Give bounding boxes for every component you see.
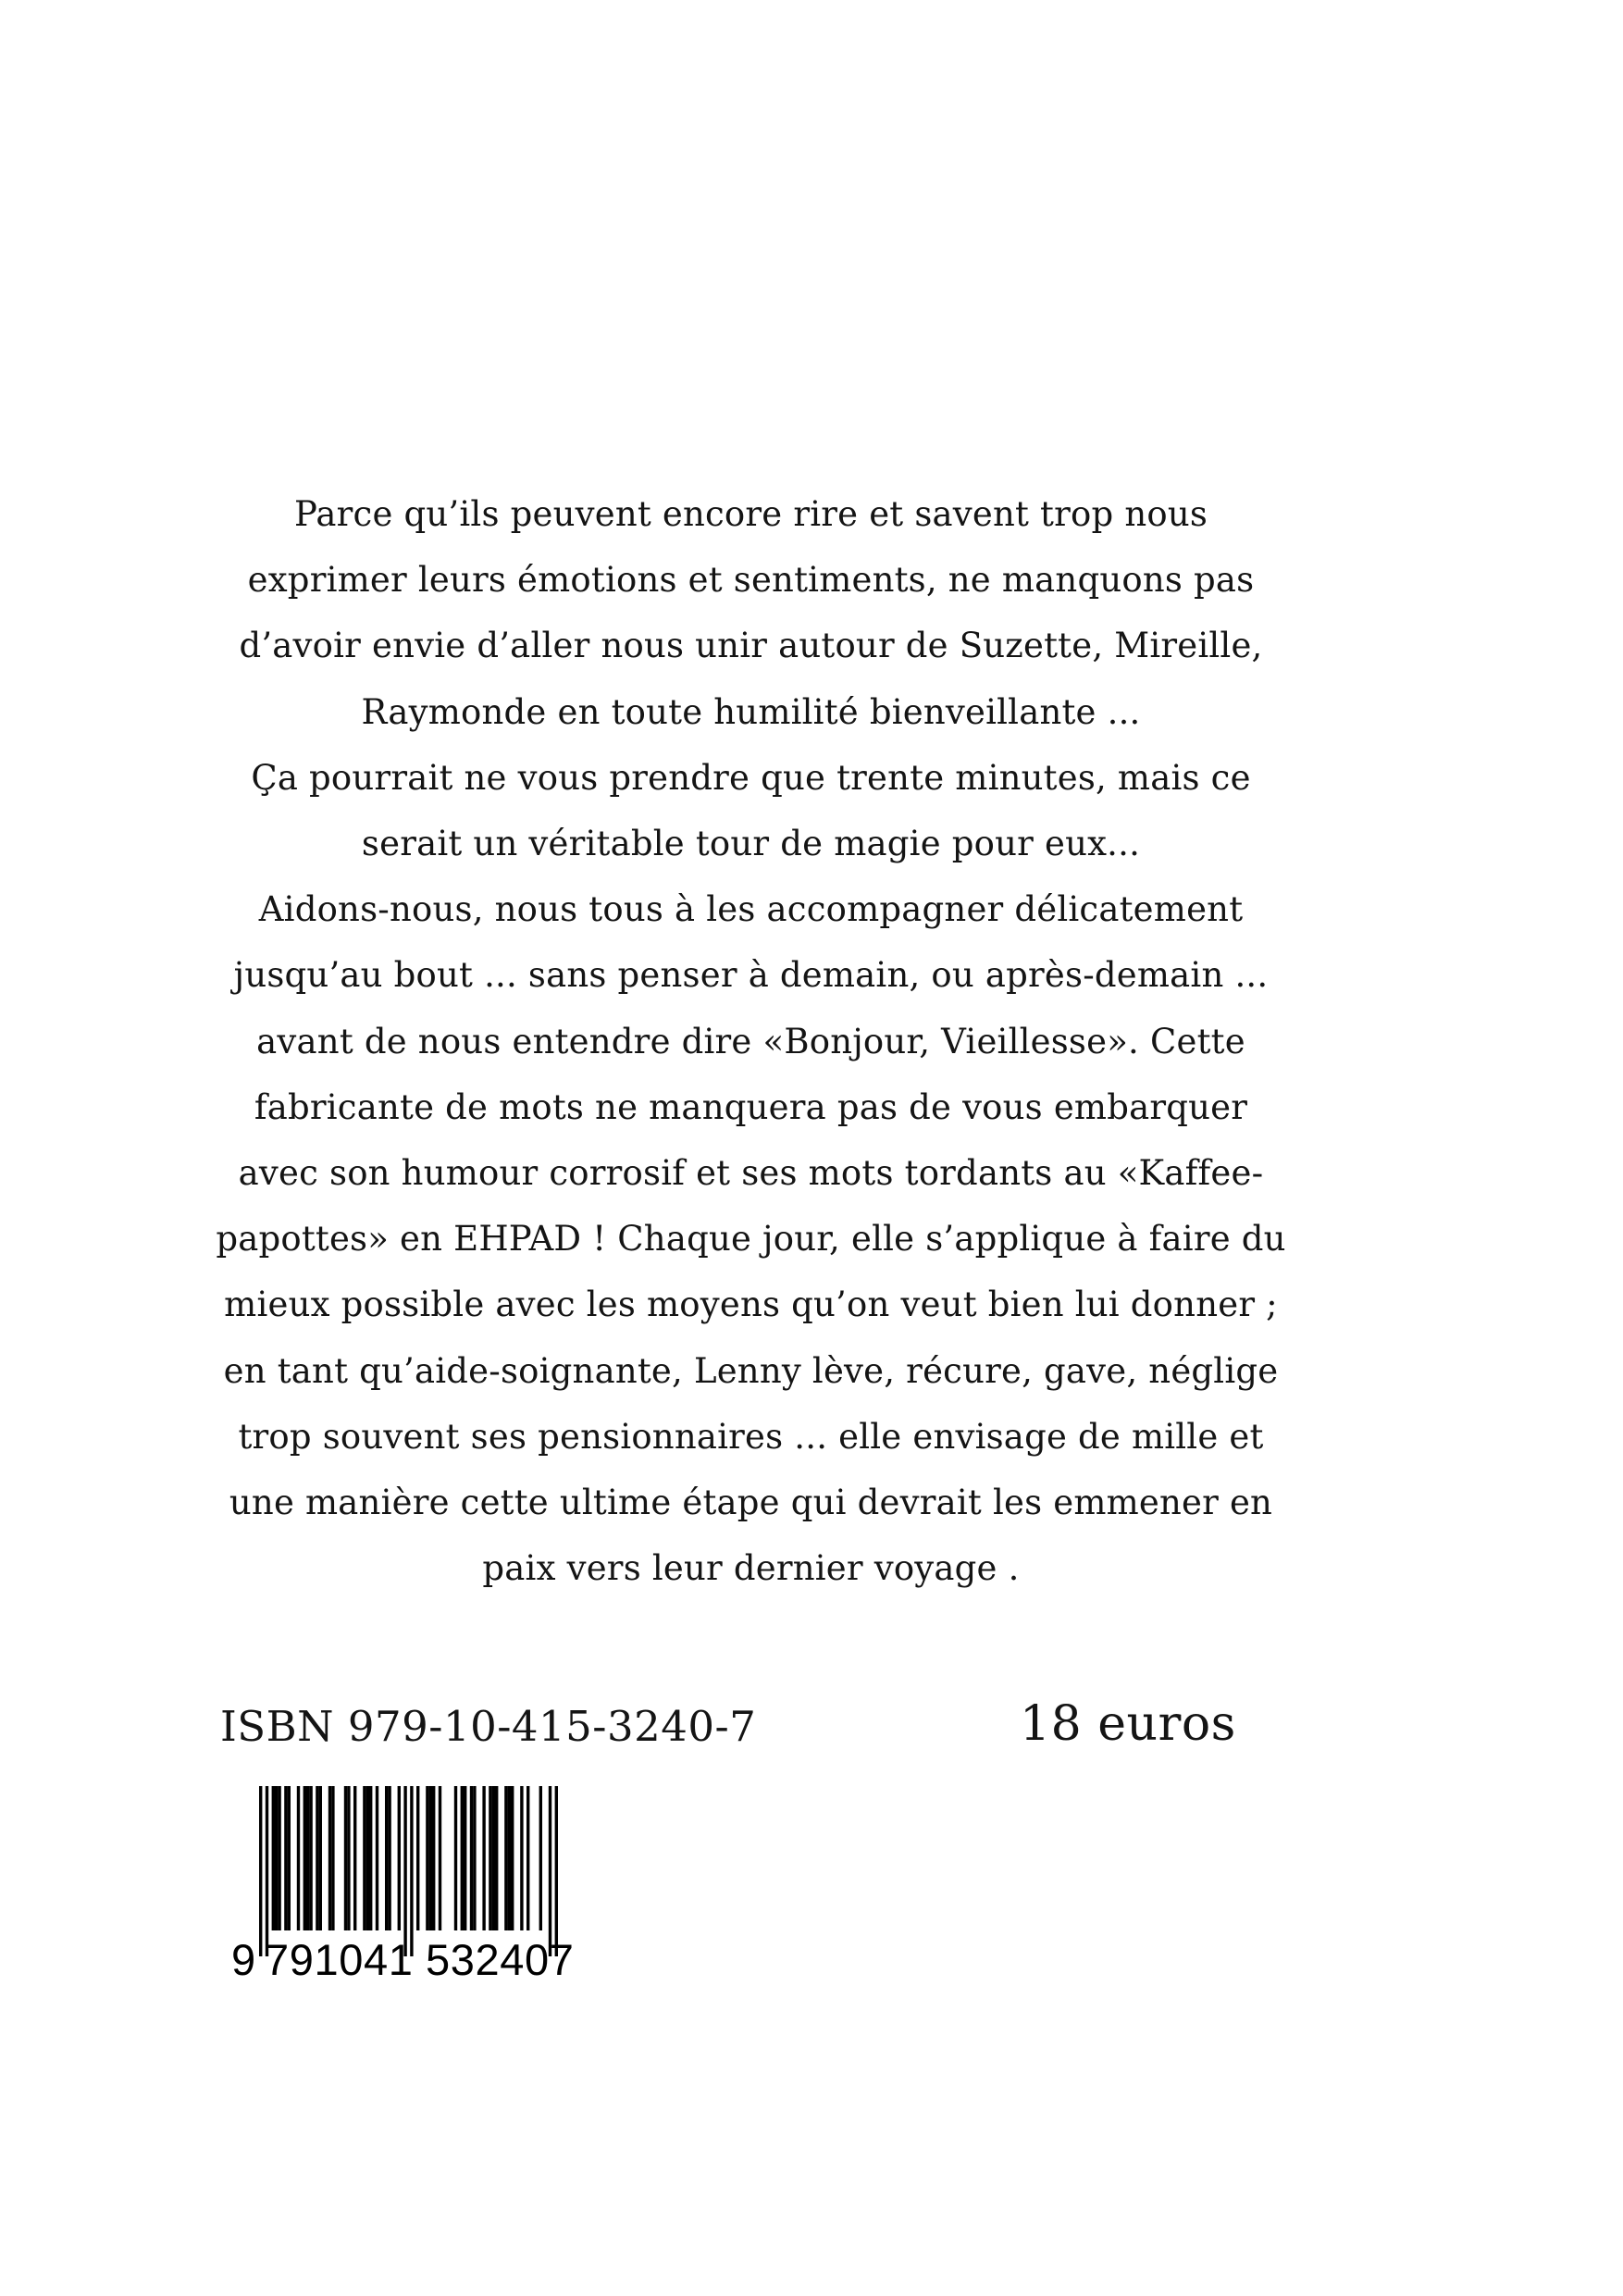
blurb-line: paix vers leur dernier voyage . [482, 1548, 1020, 1589]
blurb-line: exprimer leurs émotions et sentiments, ne manquons pas [247, 560, 1255, 601]
barcode-bar [363, 1786, 365, 1930]
blurb-line: jusqu’au bout ... sans penser à demain, ou après-demain ... [233, 955, 1269, 996]
barcode-bar [309, 1786, 312, 1930]
barcode-guard-bar [259, 1786, 262, 1956]
barcode-bar [482, 1786, 485, 1930]
barcode-bar [432, 1786, 435, 1930]
barcode-guard-bar [403, 1786, 406, 1956]
barcode-bar [331, 1786, 334, 1930]
blurb-line: Aidons-nous, nous tous à les accompagner délicatement [258, 889, 1244, 930]
barcode-bar [328, 1786, 331, 1930]
barcode-bar [426, 1786, 428, 1930]
back-cover-blurb [139, 481, 1363, 1601]
barcode-bar [492, 1786, 495, 1930]
barcode-left-digits: 791041 [265, 1935, 414, 1984]
blurb-line: Parce qu’ils peuvent encore rire et savent trop nous [293, 494, 1208, 534]
barcode-bar [416, 1786, 419, 1930]
barcode-bar [439, 1786, 441, 1930]
blurb-line: serait un véritable tour de magie pour eux... [361, 824, 1141, 864]
barcode-bar [489, 1786, 491, 1930]
blurb-line: fabricante de mots ne manquera pas de vous embarquer [254, 1086, 1248, 1127]
barcode-bar [511, 1786, 514, 1930]
price-label: 18 euros [1020, 1696, 1236, 1752]
barcode-guard-bar [549, 1786, 551, 1956]
barcode-bar [347, 1786, 350, 1930]
barcode-bar [504, 1786, 507, 1930]
barcode-guard-bar [555, 1786, 558, 1956]
barcode-lead-digit: 9 [231, 1935, 256, 1984]
barcode-bar [461, 1786, 464, 1930]
barcode-bar [297, 1786, 300, 1930]
barcode-bar [539, 1786, 542, 1930]
barcode-guard-bar [410, 1786, 413, 1956]
barcode-bar [288, 1786, 291, 1930]
barcode-bar [376, 1786, 378, 1930]
barcode-bar [306, 1786, 309, 1930]
barcode-right-digits: 532407 [426, 1935, 575, 1984]
blurb-line: avant de nous entendre dire «Bonjour, Vieillesse». Cette [256, 1021, 1245, 1061]
barcode-bar [304, 1786, 306, 1930]
blurb-line: avec son humour corrosif et ses mots tordants au «Kaffee- [238, 1153, 1264, 1194]
barcode-bar [388, 1786, 390, 1930]
barcode-bar [284, 1786, 287, 1930]
barcode-bar [272, 1786, 275, 1930]
barcode-bar [508, 1786, 511, 1930]
barcode-bar [278, 1786, 280, 1930]
barcode-bar [353, 1786, 356, 1930]
barcode-bar [495, 1786, 498, 1930]
barcode-bar [275, 1786, 278, 1930]
barcode-guard-bar [266, 1786, 268, 1956]
barcode-bar [369, 1786, 372, 1930]
barcode-bar [527, 1786, 529, 1930]
blurb-line: en tant qu’aide-soignante, Lenny lève, récure, gave, néglige [223, 1350, 1279, 1391]
isbn-label: ISBN 979-10-415-3240-7 [220, 1702, 757, 1751]
blurb-line: mieux possible avec les moyens qu’on veut bien lui donner ; [224, 1285, 1278, 1325]
blurb-line: Raymonde en toute humilité bienveillante ... [361, 691, 1141, 732]
barcode-digits [229, 1932, 600, 1988]
blurb-line: Ça pourrait ne vous prendre que trente minutes, mais ce [251, 757, 1251, 798]
barcode-bar [366, 1786, 369, 1930]
barcode-bar [520, 1786, 523, 1930]
barcode-bar [470, 1786, 473, 1930]
barcode-bar [344, 1786, 347, 1930]
isbn-barcode [229, 1784, 600, 1986]
blurb-line: trop souvent ses pensionnaires ... elle envisage de mille et [238, 1416, 1264, 1457]
blurb-line: papottes» en EHPAD ! Chaque jour, elle s’applique à faire du [216, 1219, 1286, 1260]
barcode-bar [429, 1786, 432, 1930]
barcode-bar [473, 1786, 476, 1930]
barcode-bar [398, 1786, 401, 1930]
blurb-line: d’avoir envie d’aller nous unir autour de Suzette, Mireille, [239, 626, 1263, 666]
barcode-bar [316, 1786, 318, 1930]
barcode-bar [454, 1786, 457, 1930]
barcode-bar [464, 1786, 466, 1930]
barcode-bar [385, 1786, 388, 1930]
blurb-line: une manière cette ultime étape qui devrait les emmener en [229, 1483, 1273, 1523]
barcode-bar [319, 1786, 322, 1930]
